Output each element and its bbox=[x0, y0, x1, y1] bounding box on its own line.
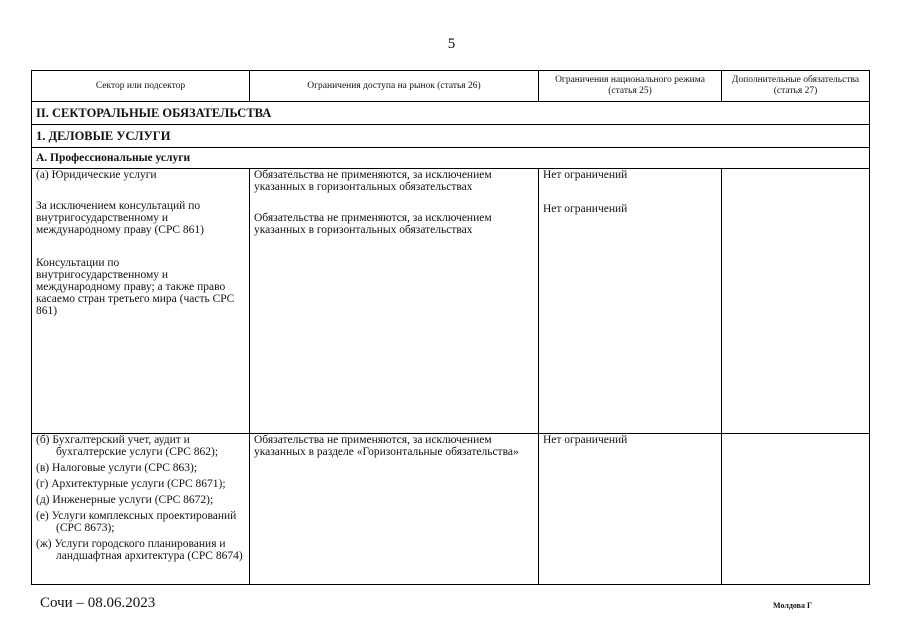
section-title: II. СЕКТОРАЛЬНЫЕ ОБЯЗАТЕЛЬСТВА bbox=[32, 102, 870, 125]
sector-item: (б) Бухгалтерский учет, аудит и бухгалтерские услуги (CPC 862); bbox=[36, 434, 219, 458]
market-access-text: Обязательства не применяются, за исключением указанных в горизонтальных обязательствах bbox=[254, 212, 492, 236]
sector-item: За исключением консультаций по внутригосударственному и международному праву (CPC 861) bbox=[36, 200, 204, 236]
table-row bbox=[32, 169, 870, 434]
commitments-table bbox=[31, 70, 870, 585]
sector-item: Консультации по внутригосударственному и международному праву; а также право касаемо стран третьего мира (часть CPC 861) bbox=[36, 257, 235, 317]
additional-cell bbox=[722, 169, 870, 434]
footer-country: Молдова Г bbox=[773, 601, 813, 610]
page-number: 5 bbox=[447, 36, 456, 52]
national-treatment-text: Нет ограничений bbox=[543, 169, 628, 181]
market-access-text: Обязательства не применяются, за исключением указанных в горизонтальных обязательствах bbox=[254, 169, 492, 193]
footer-place-date: Сочи – 08.06.2023 bbox=[40, 595, 156, 611]
subsection-row bbox=[32, 125, 870, 148]
sector-item: (а) Юридические услуги bbox=[36, 169, 157, 181]
sector-item: (в) Налоговые услуги (CPC 863); bbox=[36, 462, 198, 474]
sector-item: (г) Архитектурные услуги (CPC 8671); bbox=[36, 478, 226, 490]
header-sector: Сектор или подсектор bbox=[32, 71, 250, 102]
sector-item: (ж) Услуги городского планирования и ландшафтная архитектура (CPC 8674) bbox=[36, 538, 243, 562]
sector-cell bbox=[32, 169, 250, 434]
header-market-access: Ограничения доступа на рынок (статья 26) bbox=[250, 71, 539, 102]
header-additional-commitments: Дополнительные обязательства (статья 27) bbox=[722, 71, 870, 102]
market-access-cell bbox=[250, 169, 539, 434]
national-treatment-cell bbox=[539, 169, 722, 434]
national-treatment-text: Нет ограничений bbox=[543, 203, 628, 215]
sector-cell bbox=[32, 434, 250, 585]
additional-cell bbox=[722, 434, 870, 585]
sector-item: (д) Инженерные услуги (CPC 8672); bbox=[36, 494, 214, 506]
sector-item: (е) Услуги комплексных проектирований (CPC 8673); bbox=[36, 510, 237, 534]
header-national-treatment: Ограничения национального режима (статья 25) bbox=[539, 71, 722, 102]
table-header-row bbox=[32, 71, 870, 102]
subsection-title: 1. ДЕЛОВЫЕ УСЛУГИ bbox=[32, 125, 870, 148]
category-title: A. Профессиональные услуги bbox=[32, 148, 870, 169]
national-treatment-cell: Нет ограничений bbox=[539, 434, 722, 585]
section-row bbox=[32, 102, 870, 125]
market-access-cell: Обязательства не применяются, за исключением указанных в разделе «Горизонтальные обязательства» bbox=[250, 434, 539, 585]
table-row bbox=[32, 434, 870, 585]
category-row bbox=[32, 148, 870, 169]
